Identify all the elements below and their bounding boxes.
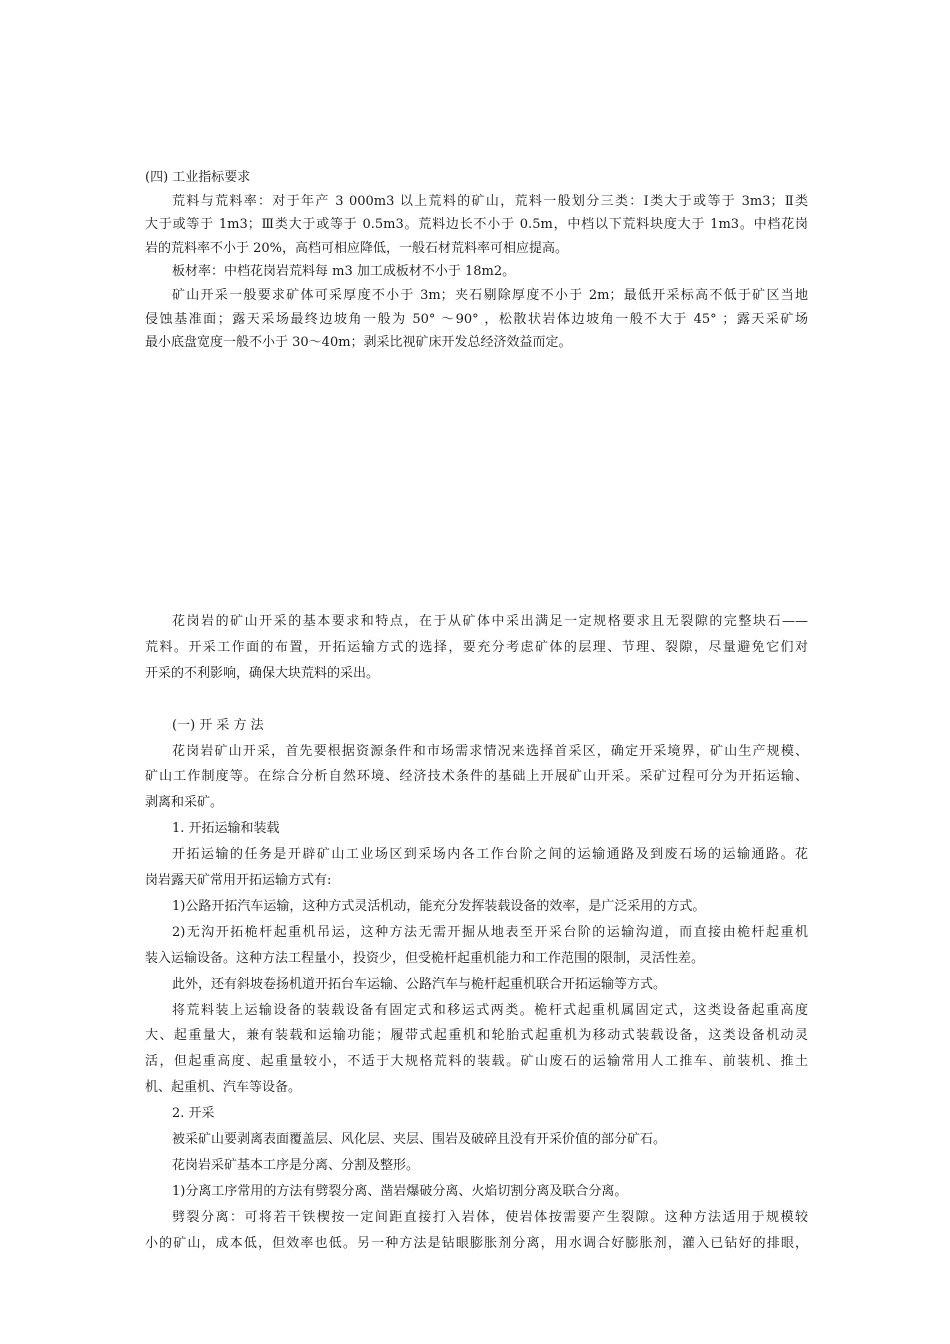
paragraph-line: 将荒料装上运输设备的装载设备有固定式和移运式两类。桅杆式起重机属固定式，这类设备起重高度: [172, 1002, 808, 1018]
paragraph-line: 机、起重机、汽车等设备。: [145, 1080, 302, 1096]
paragraph-line: 花岗岩矿山开采，首先要根据资源条件和市场需求情况来选择首采区，确定开采境界，矿山生产规模、: [172, 743, 808, 759]
paragraph-line: 装入运输设备。这种方法工程量小，投资少，但受桅杆起重机能力和工作范围的限制，灵活性差。: [145, 950, 705, 966]
subheading-mining: 2. 开采: [172, 1106, 215, 1122]
list-item: 2)无沟开拓桅杆起重机吊运，这种方法无需开掘从地表至开采台阶的运输沟道，而直接由桅杆起重机: [172, 924, 808, 940]
paragraph-line: 矿山开采一般要求矿体可采厚度不小于 3m；夹石剔除厚度不小于 2m；最低开采标高不低于矿区当地: [172, 287, 808, 303]
paragraph-line: 开拓运输的任务是开辟矿山工业场区到采场内各工作台阶之间的运输通路及到废石场的运输通路。花: [172, 847, 808, 863]
paragraph-line: 荒料。开采工作面的布置，开拓运输方式的选择，要充分考虑矿体的层理、节理、裂隙，尽量避免它们对: [145, 639, 808, 655]
paragraph-line: 活，但起重高度、起重量较小，不适于大规格荒料的装载。矿山废石的运输常用人工推车、前装机、推土: [145, 1054, 808, 1070]
paragraph-line: 矿山工作制度等。在综合分析自然环境、经济技术条件的基础上开展矿山开采。采矿过程可分为开拓运输、: [145, 769, 808, 785]
industrial-requirements-section: [145, 166, 808, 355]
list-item: 1)分离工序常用的方法有劈裂分离、凿岩爆破分离、火焰切割分离及联合分离。: [172, 1183, 628, 1199]
paragraph-line: 被采矿山要剥离表面覆盖层、风化层、夹层、围岩及破碎且没有开采价值的部分矿石。: [172, 1132, 667, 1148]
paragraph-line: 剥离和采矿。: [145, 795, 224, 811]
paragraph-line: 荒料与荒料率：对于年产 3 000m3 以上荒料的矿山，荒料一般划分三类：Ⅰ类大于或等于 3m3；Ⅱ类: [172, 193, 808, 209]
paragraph-line: 大于或等于 1m3；Ⅲ类大于或等于 0.5m3。荒料边长不小于 0.5m，中档以下荒料块度大于 1m3。中档花岗: [145, 217, 808, 233]
blank-line: [145, 687, 808, 713]
paragraph-line: 最小底盘宽度一般不小于 30～40m；剥采比视矿床开发总经济效益而定。: [145, 335, 572, 351]
paragraph-line: 劈裂分离：可将若干铁楔按一定间距直接打入岩体，使岩体按需要产生裂隙。这种方法适用于规模较: [172, 1209, 808, 1225]
paragraph-line: 开采的不利影响，确保大块荒料的采出。: [145, 665, 380, 681]
paragraph-line: 小的矿山，成本低，但效率也低。另一种方法是钻眼膨胀剂分离，用水调合好膨胀剂，灌入已钻好的排眼，: [145, 1235, 808, 1251]
list-item: 1)公路开拓汽车运输，这种方式灵活机动，能充分发挥装载设备的效率，是广泛采用的方式。: [172, 898, 706, 914]
paragraph-line: 侵蚀基准面；露天采场最终边坡角一般为 50° ～90° ，松散状岩体边坡角一般不大于 45° ；露天采矿场: [145, 311, 808, 327]
paragraph-line: 花岗岩采矿基本工序是分离、分割及整形。: [172, 1158, 420, 1174]
section-heading-mining-method: (一) 开 采 方 法: [172, 717, 264, 733]
paragraph-line: 花岗岩的矿山开采的基本要求和特点，在于从矿体中采出满足一定规格要求且无裂隙的完整块石——: [172, 614, 808, 629]
mining-section: [145, 609, 808, 1257]
paragraph-line: 此外，还有斜坡卷扬机道开拓台车运输、公路汽车与桅杆起重机联合开拓运输等方式。: [172, 976, 667, 992]
paragraph-line: 板材率：中档花岗岩荒料每 m3 加工成板材不小于 18m2。: [172, 264, 516, 280]
paragraph-line: 岩的荒料率不小于 20%，高档可相应降低，一般石材荒料率可相应提高。: [145, 240, 569, 256]
section-heading-industrial: (四) 工业指标要求: [145, 170, 251, 185]
subheading-development-transport: 1. 开拓运输和装载: [172, 821, 280, 837]
paragraph-line: 岗岩露天矿常用开拓运输方式有:: [145, 873, 332, 889]
paragraph-line: 大、起重量大，兼有装载和运输功能；履带式起重机和轮胎式起重机为移动式装载设备，这类设备机动灵: [145, 1028, 808, 1044]
